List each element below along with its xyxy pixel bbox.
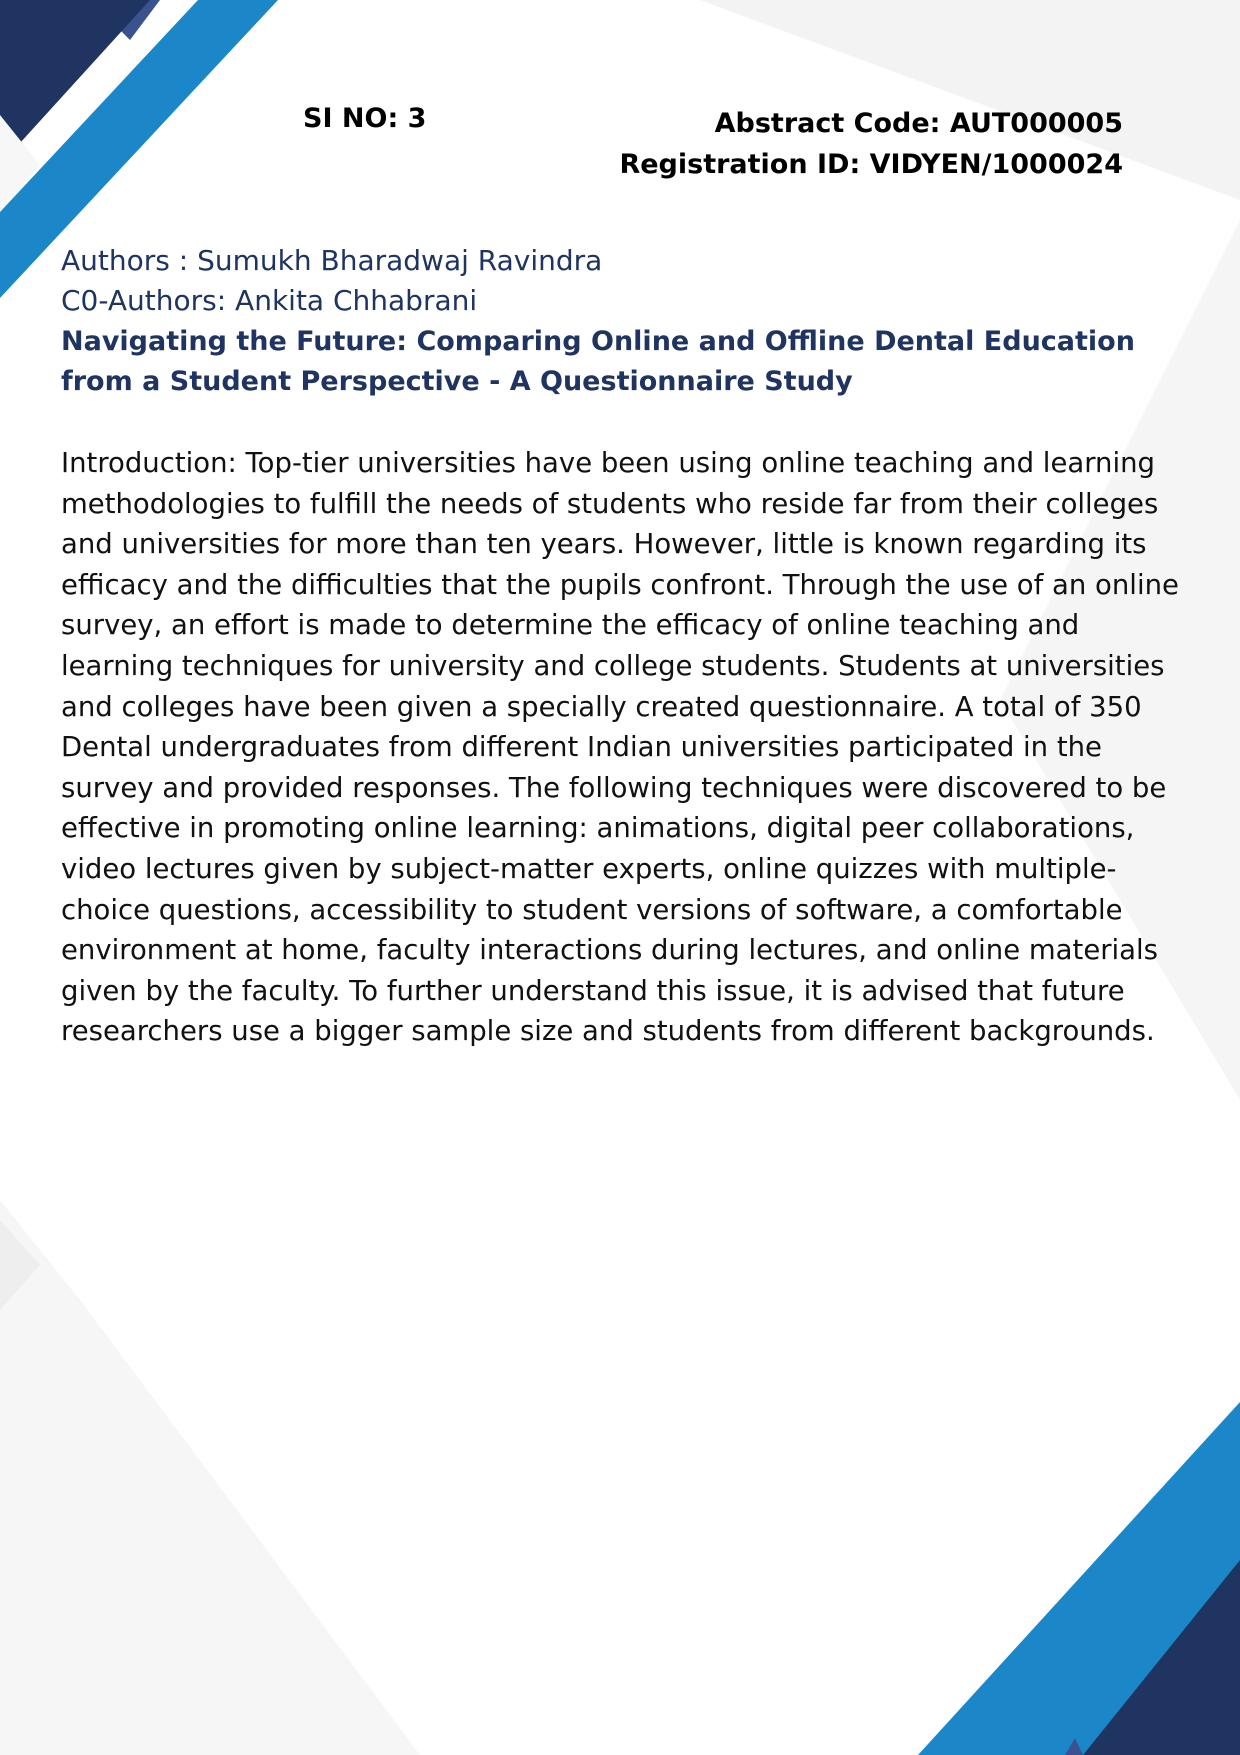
- header-codes: [619, 103, 1123, 185]
- paper-title: Navigating the Future: Comparing Online and Offline Dental Education from a Student Perspective - A Questionnaire Study: [61, 326, 1135, 397]
- co-authors-line: C0-Authors: Ankita Chhabrani: [61, 284, 478, 317]
- paper-meta: [61, 241, 1191, 402]
- abstract-text: Introduction: Top-tier universities have been using online teaching and learning methodologies to fulfill the needs of students who reside far from their colleges and universities for more than ten years. However, little is known regarding its efficacy and the difficulties that the pupils confront. Through the use of an online survey, an effort is made to determine the efficacy of online teaching and learning techniques for university and college students. Students at universities and colleges have been given a specially created questionnaire. A total of 350 Dental undergraduates from different Indian universities participated in the survey and provided responses. The following techniques were discovered to be effective in promoting online learning: animations, digital peer collaborations, video lectures given by subject-matter experts, online quizzes with multiple-choice questions, accessibility to student versions of software, a comfortable environment at home, faculty interactions during lectures, and online materials given by the faculty. To further understand this issue, it is advised that future researchers use a bigger sample size and students from different backgrounds.: [61, 447, 1179, 1048]
- registration-id: Registration ID: VIDYEN/1000024: [619, 149, 1123, 180]
- abstract-code: Abstract Code: AUT000005: [714, 108, 1123, 139]
- serial-number: SI NO: 3: [303, 103, 427, 134]
- authors-line: Authors : Sumukh Bharadwaj Ravindra: [61, 244, 603, 277]
